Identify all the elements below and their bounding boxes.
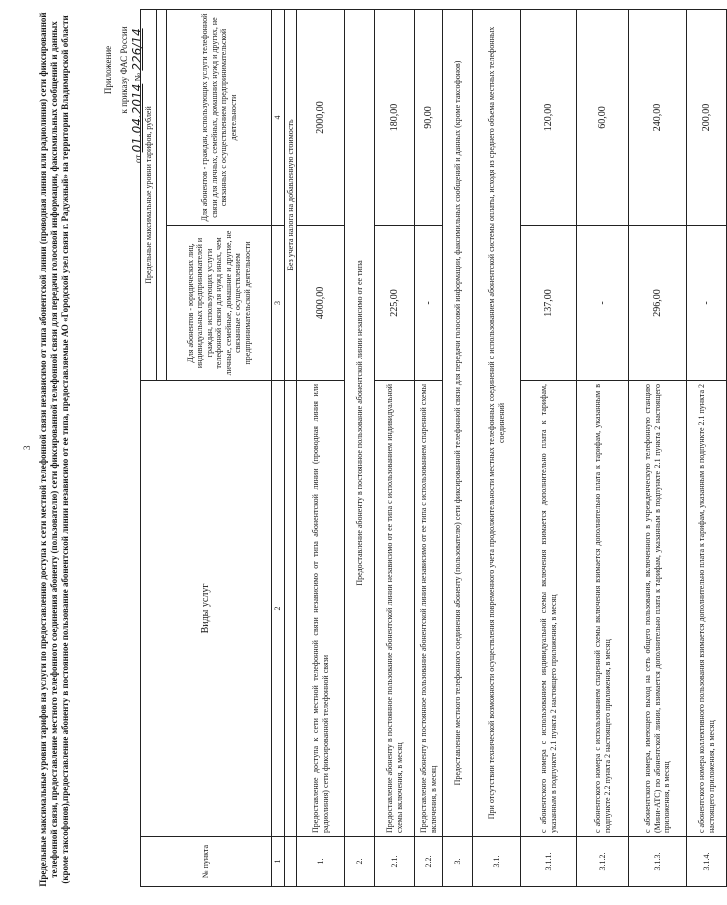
tariff-citizen-value: 2000,00 [297, 9, 345, 225]
row-number: 2.2. [415, 837, 443, 887]
date-prefix: от [133, 154, 143, 163]
service-description: с абонентского номера коллективного пользования взимается дополнительно плата к тарифам, указанным в подпункте 2.1 пункта 2 настоящего приложения, в месяц [687, 380, 727, 836]
service-description: Предоставление абоненту в постоянное пользование абонентской линии независимо от ее типа с использованием спаренной схемы включения, в месяц [415, 380, 443, 836]
appendix-order-ref: к приказу ФАС России [119, 26, 129, 114]
row-number: 2.1. [375, 837, 415, 887]
table-row [443, 9, 473, 886]
tariff-citizen-value: 200,00 [687, 9, 727, 225]
document-title: Предельные максимальные уровни тарифов на услуги по предоставлению доступа к сети местной телефонной связи независимо от типа абонентской линии (проводная линия или радиолиния) сети фиксированной телефонной связи, предоставление местного телефонного соединения абоненту (пользователю) сети фиксированной телефонной связи для передачи голосовой информации, факсимильных сообщений и данных (кроме таксофонов),предоставление абоненту в постоянное пользование абонентской линии независимо от ее типа, предоставляемые АО «Городской узел связи г. Радужный» на территории Владимирской области [38, 12, 70, 887]
service-description: с абонентского номера с использованием индивидуальной схемы включения взимается дополнительно плата к тарифам, указанным в подпункте 2.1 пункта 2 настоящего приложения, в месяц [521, 380, 577, 836]
header-num: № пункта [141, 837, 272, 887]
tariff-legal-value: 137,00 [521, 225, 577, 380]
row-number: 3.1. [473, 837, 521, 887]
index-cell: 3 [272, 225, 285, 380]
tariff-legal-value: 296,00 [629, 225, 687, 380]
tariff-table [140, 9, 727, 887]
header-legal-entities: Для абонентов - юридических лиц, индивидуальных предпринимателей и граждан, использующих услуги телефонной связи для нужд иных, чем личные, семейные, домашние и другие, не связанные с осуществлением предпринимательской деятельности [167, 225, 272, 380]
table-row [345, 9, 375, 886]
table-row [473, 9, 521, 886]
row-number: 3.1.1. [521, 837, 577, 887]
section-heading: При отсутствии технической возможности осуществления повременного учета продолжительности местных телефонных соединений с использованием абонентской системы оплаты, исходя из среднего объема местных телефонных соединений [473, 9, 521, 836]
row-number: 2. [345, 837, 375, 887]
page-number: 3 [22, 445, 32, 450]
number-prefix: № [133, 72, 143, 82]
row-number: 3. [443, 837, 473, 887]
row-number: 1. [297, 837, 345, 887]
appendix-label: Приложение [103, 45, 113, 95]
service-description: Предоставление доступа к сети местной телефонной связи независимо от типа абонентской линии (проводная линия или радиолиния) сети фиксированной телефонной связи [297, 380, 345, 836]
table-row [687, 9, 727, 886]
table-row [629, 9, 687, 886]
row-number: 3.1.4. [687, 837, 727, 887]
tariff-citizen-value: 240,00 [629, 9, 687, 225]
service-description: с абонентского номера с использованием спаренной схемы включения взимается дополнительно плата к тарифам, указанным в подпункте 2.2 пункта 2 настоящего приложения, в месяц [577, 380, 629, 836]
table-row [577, 9, 629, 886]
table-row [297, 9, 345, 886]
tariff-legal-value: - [577, 225, 629, 380]
appendix-header [100, 15, 132, 125]
header-citizens: Для абонентов - граждан, использующих услуги телефонной связи для личных, семейных, домашних нужд и других, не связанных с осуществлением предпринимательской деятельности [167, 9, 272, 225]
tariff-legal-value: - [687, 225, 727, 380]
section-heading: Предоставление абоненту в постоянное пользование абонентской линии независимо от ее типа [345, 9, 375, 836]
handwritten-date: 01.04.2014 [130, 83, 144, 153]
tariff-citizen-value: 120,00 [521, 9, 577, 225]
tariff-citizen-value: 60,00 [577, 9, 629, 225]
vat-note: Без учета налога на добавленную стоимость [284, 9, 297, 380]
index-cell: 4 [272, 9, 285, 225]
table-row [521, 9, 577, 886]
header-tariff-group: Предельные максимальные уровни тарифов, рублей [141, 9, 157, 380]
tariff-legal-value: - [415, 225, 443, 380]
section-heading: Предоставление местного телефонного соединения абоненту (пользователю) сети фиксированной телефонной связи для передачи голосовой информации, факсимильных сообщений и данных (кроме таксофонов) [443, 9, 473, 836]
tariff-citizen-value: 90,00 [415, 9, 443, 225]
service-description: с абонентского номера, имеющего выход на сеть общего пользования, включенного в учрежденческую телефонную станцию (Мини-АТС) по абонентской линии, взимается дополнительно плата к тарифам, указанным в подпункте 2.1 пункта 2 настоящего приложения, в месяц [629, 380, 687, 836]
row-number: 3.1.3. [629, 837, 687, 887]
tariff-legal-value: 4000,00 [297, 225, 345, 380]
index-cell: 2 [272, 380, 285, 836]
handwritten-number: 226/14 [130, 28, 144, 71]
tariff-citizen-value: 180,00 [375, 9, 415, 225]
table-row [415, 9, 443, 886]
index-cell: 1 [272, 837, 285, 887]
row-number: 3.1.2. [577, 837, 629, 887]
table-row [375, 9, 415, 886]
header-service: Виды услуг [141, 380, 272, 836]
service-description: Предоставление абоненту в постоянное пользование абонентской линии независимо от ее типа с использованием индивидуальной схемы включения, в месяц [375, 380, 415, 836]
tariff-legal-value: 225,00 [375, 225, 415, 380]
